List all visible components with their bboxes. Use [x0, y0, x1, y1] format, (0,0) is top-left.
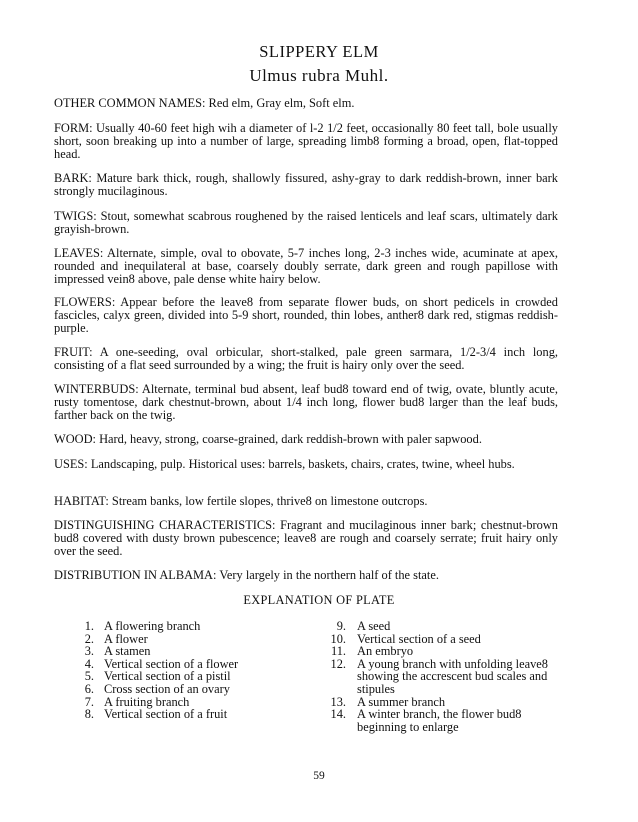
plate-item-text: An embryo [357, 644, 414, 659]
plate-item-text: Vertical section of a fruit [104, 707, 228, 722]
plate-item-number: 9. [336, 619, 346, 633]
plate-item-text: A seed [357, 619, 391, 633]
section-fruit: FRUIT: A one-seeding, oval orbicular, short-stalked, pale green sarmara, 1/2-3/4 inch long, consisting of a flat seed surrounded by a wing; the fruit is hairy only over the seed. [54, 345, 558, 372]
plate-item-text: A young branch with unfolding leave8 showing the accrescent bud scales and stipules [357, 656, 548, 696]
plate-item-number: 7. [84, 694, 94, 709]
plate-item-number: 11. [330, 644, 346, 659]
plate-item-number: 4. [84, 656, 94, 671]
plate-list-left [78, 620, 288, 721]
page-number: 59 [313, 770, 325, 782]
plate-item-text: A winter branch, the flower bud8 beginning to enlarge [357, 707, 522, 734]
plate-item-text: A fruiting branch [104, 694, 190, 709]
section-twigs: TWIGS: Stout, somewhat scabrous roughened by the raised lenticels and leaf scars, ultimately dark grayish-brown. [54, 209, 558, 236]
plate-item-number: 5. [84, 669, 94, 684]
plate-item-number: 10. [330, 631, 346, 646]
scientific-name: Ulmus rubra Muhl. [249, 66, 389, 85]
plate-item-number: 13. [330, 694, 346, 709]
plate-item [326, 708, 566, 733]
plate-item-text: A stamen [104, 644, 151, 659]
section-habitat: HABITAT: Stream banks, low fertile slopes, thrive8 on limestone outcrops. [54, 494, 428, 508]
plate-item-number: 1. [84, 619, 94, 633]
plate-item-text: A flowering branch [104, 619, 201, 633]
plate-item-text: A flower [104, 631, 148, 646]
section-leaves: LEAVES: Alternate, simple, oval to obovate, 5-7 inches long, 2-3 inches wide, acuminate at apex, rounded and inequilateral at base, coarsely doubly serrate, dark green and rough papillose with impressed vein8 above, pale dense white hairy below. [54, 246, 558, 286]
plate-item-number: 8. [84, 707, 94, 722]
section-distribution: DISTRIBUTION IN ALBAMA: Very largely in the northern half of the state. [54, 568, 439, 582]
section-winterbuds: WINTERBUDS: Alternate, terminal bud absent, leaf bud8 toward end of twig, ovate, bluntly acute, rusty tomentose, dark chestnut-brown, about 1/4 inch long, flower bud8 larger than the leaf buds, farther back on the twig. [54, 382, 558, 422]
plate-item [326, 658, 566, 696]
plate-item-text: Vertical section of a seed [357, 631, 481, 646]
plate-item-number: 3. [84, 644, 94, 659]
section-common-names: OTHER COMMON NAMES: Red elm, Gray elm, Soft elm. [54, 96, 355, 110]
section-distinguishing: DISTINGUISHING CHARACTERISTICS: Fragrant and mucilaginous inner bark; chestnut-brown bud8 covered with dusty brown pubescence; leave8 are rough and coarsely serrate; fruit hairy only over the seed. [54, 518, 558, 558]
plate-item-text: Cross section of an ovary [104, 681, 230, 696]
section-bark: BARK: Mature bark thick, rough, shallowly fissured, ashy-gray to dark reddish-brown, inner bark strongly mucilaginous. [54, 171, 558, 198]
plate-item-number: 6. [84, 681, 94, 696]
plate-item [78, 708, 288, 721]
plate-item-text: A summer branch [357, 694, 446, 709]
section-form: FORM: Usually 40-60 feet high wih a diameter of l-2 1/2 feet, occasionally 80 feet tall, bole usually short, soon breaking up into a number of large, spreading limb8 forming a broad, open, flat-topped head. [54, 121, 558, 161]
plate-list-right [326, 620, 566, 733]
section-flowers: FLOWERS: Appear before the leave8 from separate flower buds, on short pedicels in crowded fascicles, calyx green, divided into 5-9 short, rounded, thin lobes, anther8 dark red, stigmas reddish-purple. [54, 295, 558, 335]
plate-item-text: Vertical section of a flower [104, 656, 239, 671]
page-title: SLIPPERY ELM [259, 42, 379, 61]
section-uses: USES: Landscaping, pulp. Historical uses: barrels, baskets, chairs, crates, twine, wheel hubs. [54, 457, 515, 471]
plate-item-text: Vertical section of a pistil [104, 669, 231, 684]
explanation-heading: EXPLANATION OF PLATE [243, 593, 395, 607]
section-wood: WOOD: Hard, heavy, strong, coarse-grained, dark reddish-brown with paler sapwood. [54, 432, 482, 446]
plate-item-number: 14. [330, 707, 346, 722]
plate-item-number: 12. [330, 656, 346, 671]
plate-item-number: 2. [84, 631, 94, 646]
